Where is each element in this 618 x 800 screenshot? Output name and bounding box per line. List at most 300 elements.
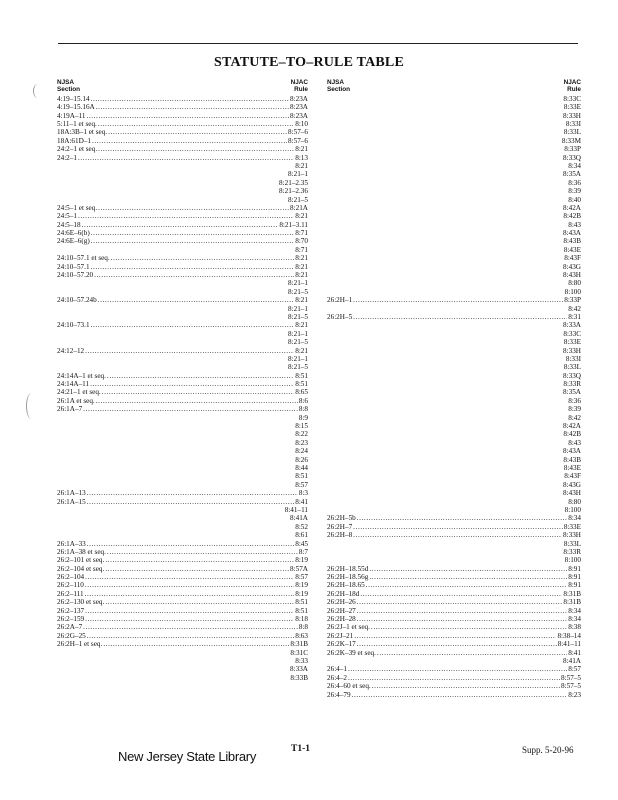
dot-leader — [92, 137, 287, 145]
table-row — [57, 607, 308, 615]
table-row — [327, 120, 581, 128]
dot-leader — [91, 229, 294, 237]
table-row — [327, 212, 581, 220]
table-row — [327, 682, 581, 690]
rule-citation: 8:57 — [568, 665, 581, 674]
header-rule: Rule — [294, 86, 308, 94]
row-spacer — [57, 246, 295, 254]
row-spacer — [57, 170, 288, 178]
dot-leader — [371, 623, 567, 631]
statute-section: 18A:3B–1 et seq. — [57, 128, 108, 137]
rule-citation: 8:33 — [295, 656, 308, 665]
rule-citation: 8:21 — [295, 296, 308, 305]
statute-section: 26:2–137 — [57, 606, 85, 615]
table-row — [57, 439, 308, 447]
rule-citation: 8:33Q — [563, 153, 581, 162]
table-row — [327, 128, 581, 136]
rule-citation: 8:43E — [563, 464, 581, 472]
table-row — [327, 246, 581, 254]
row-spacer — [327, 657, 563, 665]
table-row — [327, 649, 581, 657]
dot-leader — [85, 573, 294, 581]
rule-citation: 8:41A — [563, 656, 581, 665]
table-row — [327, 414, 581, 422]
rule-citation: 8:33B — [290, 673, 308, 682]
table-row — [57, 321, 308, 329]
row-spacer — [327, 397, 568, 405]
dot-leader — [87, 632, 294, 640]
rule-citation: 8:33C — [563, 94, 581, 103]
table-row — [57, 573, 308, 581]
table-row — [57, 338, 308, 346]
row-spacer — [57, 472, 295, 480]
row-spacer — [327, 279, 568, 287]
rule-citation: 8:80 — [568, 279, 581, 288]
dot-leader — [85, 615, 294, 623]
rule-citation: 8:31C — [290, 648, 308, 657]
rule-citation: 8:9 — [298, 413, 308, 422]
table-row — [57, 263, 308, 271]
table-row — [327, 162, 581, 170]
row-spacer — [327, 103, 564, 111]
row-spacer — [57, 456, 295, 464]
left-table-rows — [57, 95, 308, 682]
statute-section: 26:2H–18.55d — [327, 564, 369, 573]
dot-leader — [369, 565, 567, 573]
statute-section: 4:19A–11 — [57, 111, 86, 120]
rule-citation: 8:33L — [563, 128, 581, 137]
rule-citation: 8:31B — [290, 640, 308, 649]
rule-citation: 8:91 — [568, 564, 581, 573]
rule-citation: 8:31 — [568, 312, 581, 321]
statute-section: 26:2H–18.56g — [327, 573, 369, 582]
table-row — [327, 170, 581, 178]
table-row — [327, 179, 581, 187]
statute-section: 24:21–1 et seq. — [57, 388, 101, 397]
table-row — [327, 674, 581, 682]
table-row — [57, 447, 308, 455]
dot-leader — [357, 514, 567, 522]
row-spacer — [327, 112, 563, 120]
dot-leader — [82, 221, 279, 229]
table-row — [57, 221, 308, 229]
rule-citation: 8:21–3.11 — [279, 220, 308, 229]
table-row — [327, 380, 581, 388]
table-row — [57, 120, 308, 128]
rule-citation: 8:33C — [563, 329, 581, 338]
rule-citation: 8:51 — [295, 598, 308, 607]
row-spacer — [57, 649, 290, 657]
table-row — [57, 489, 308, 497]
table-row — [327, 338, 581, 346]
rule-citation: 8:38 — [568, 623, 581, 632]
rule-citation: 8:34 — [568, 615, 581, 624]
table-row — [327, 137, 581, 145]
dot-leader — [103, 640, 289, 648]
right-column-header — [327, 79, 581, 94]
statute-section: 26:1A et seq. — [57, 396, 95, 405]
statute-section: 24:5–18 — [57, 220, 81, 229]
rule-citation: 8:8 — [298, 405, 308, 414]
dot-leader — [85, 607, 294, 615]
rule-citation: 8:33I — [565, 119, 581, 128]
table-row — [57, 246, 308, 254]
statute-section: 24:5–1 — [57, 212, 77, 221]
table-row — [57, 145, 308, 153]
table-row — [57, 187, 308, 195]
row-spacer — [327, 498, 568, 506]
table-row — [327, 565, 581, 573]
row-spacer — [57, 523, 295, 531]
table-row — [327, 271, 581, 279]
statute-section: 24:10–57.20 — [57, 271, 94, 280]
statute-section: 26:4–60 et seq. — [327, 682, 371, 691]
table-row — [327, 154, 581, 162]
table-row — [57, 506, 308, 514]
rule-citation: 8:41–11 — [284, 505, 308, 514]
table-row — [57, 422, 308, 430]
statute-section: 4:19–15.14 — [57, 94, 90, 103]
rule-citation: 8:33A — [563, 321, 581, 330]
table-row — [57, 313, 308, 321]
dot-leader — [91, 321, 295, 329]
rule-citation: 8:91 — [568, 573, 581, 582]
rule-citation: 8:23A — [290, 103, 308, 112]
rule-citation: 8:33E — [563, 103, 581, 112]
rule-citation: 8:19 — [295, 556, 308, 565]
rule-citation: 8:43G — [563, 480, 581, 489]
row-spacer — [327, 548, 563, 556]
row-spacer — [57, 313, 288, 321]
row-spacer — [57, 665, 290, 673]
dot-leader — [85, 590, 295, 598]
statute-section: 24:5–1 et seq. — [57, 203, 98, 212]
table-row — [57, 271, 308, 279]
rule-citation: 8:23A — [290, 111, 308, 120]
table-row — [327, 691, 581, 699]
row-spacer — [327, 271, 563, 279]
rule-citation: 8:34 — [568, 161, 581, 170]
rule-citation: 8:3 — [298, 489, 308, 498]
row-spacer — [327, 556, 565, 564]
statute-section: 26:4–1 — [327, 665, 347, 674]
table-row — [57, 212, 308, 220]
table-row — [327, 330, 581, 338]
table-row — [327, 422, 581, 430]
row-spacer — [57, 279, 288, 287]
statute-section: 26:2H–27 — [327, 606, 356, 615]
row-spacer — [327, 179, 568, 187]
statute-section: 26:4–2 — [327, 673, 347, 682]
table-row — [327, 598, 581, 606]
rule-citation: 8:31B — [563, 589, 581, 598]
rule-citation: 8:7 — [298, 547, 308, 556]
statute-section: 26:2–104 et seq. — [57, 564, 105, 573]
dot-leader — [352, 691, 568, 699]
table-row — [57, 472, 308, 480]
table-row — [57, 430, 308, 438]
row-spacer — [327, 145, 564, 153]
row-spacer — [327, 430, 563, 438]
rule-citation: 8:57–5 — [561, 673, 581, 682]
page-number: T1-1 — [291, 744, 310, 754]
row-spacer — [327, 321, 563, 329]
table-row — [57, 556, 308, 564]
row-spacer — [327, 414, 568, 422]
table-row — [57, 464, 308, 472]
row-spacer — [327, 472, 564, 480]
rule-citation: 8:21 — [295, 161, 308, 170]
statute-section: 26:2H–5b — [327, 514, 356, 523]
row-spacer — [57, 305, 288, 313]
table-row — [57, 279, 308, 287]
dot-leader — [377, 649, 567, 657]
dot-leader — [96, 397, 298, 405]
rule-citation: 8:42 — [568, 413, 581, 422]
rule-citation: 8:71 — [295, 245, 308, 254]
table-row — [57, 170, 308, 178]
rule-citation: 8:24 — [295, 447, 308, 456]
table-row — [327, 221, 581, 229]
row-spacer — [327, 372, 563, 380]
table-row — [57, 640, 308, 648]
statute-section: 26:2G–25 — [57, 631, 86, 640]
rule-citation: 8:33E — [563, 338, 581, 347]
table-row — [327, 305, 581, 313]
rule-citation: 8:33A — [290, 665, 308, 674]
dot-leader — [108, 128, 287, 136]
table-row — [327, 523, 581, 531]
rule-citation: 8:43G — [563, 262, 581, 271]
statute-section: 4:19–15.16A — [57, 103, 95, 112]
statute-section: 24:10–73.1 — [57, 321, 90, 330]
row-spacer — [327, 187, 568, 195]
left-column — [57, 79, 308, 682]
table-row — [57, 355, 308, 363]
rule-citation: 8:43F — [564, 472, 581, 481]
statute-section: 26:2H–5 — [327, 312, 353, 321]
rule-citation: 8:33E — [563, 522, 581, 531]
table-row — [57, 590, 308, 598]
row-spacer — [57, 674, 290, 682]
rule-citation: 8:33P — [564, 145, 581, 154]
dot-leader — [83, 623, 298, 631]
table-row — [327, 237, 581, 245]
row-spacer — [57, 447, 295, 455]
dot-leader — [353, 523, 563, 531]
rule-citation: 8:21 — [295, 254, 308, 263]
table-row — [57, 523, 308, 531]
table-row — [327, 540, 581, 548]
dot-leader — [366, 581, 567, 589]
row-spacer — [327, 481, 563, 489]
right-header-statute — [327, 79, 350, 94]
rule-citation: 8:40 — [568, 195, 581, 204]
row-spacer — [327, 204, 563, 212]
rule-citation: 8:51 — [295, 472, 308, 481]
rule-citation: 8:71 — [295, 229, 308, 238]
table-row — [57, 481, 308, 489]
row-spacer — [57, 657, 295, 665]
rule-citation: 8:45 — [295, 539, 308, 548]
rule-citation: 8:33H — [563, 531, 581, 540]
table-row — [327, 665, 581, 673]
table-row — [57, 229, 308, 237]
table-row — [57, 405, 308, 413]
dot-leader — [98, 296, 294, 304]
left-column-header — [57, 79, 308, 94]
rule-citation: 8:41 — [295, 497, 308, 506]
dot-leader — [353, 531, 562, 539]
dot-leader — [90, 380, 294, 388]
rule-citation: 8:44 — [295, 464, 308, 472]
table-row — [57, 154, 308, 162]
dot-leader — [102, 388, 295, 396]
table-row — [57, 372, 308, 380]
table-row — [57, 498, 308, 506]
dot-leader — [357, 640, 557, 648]
rule-citation: 8:43H — [563, 271, 581, 280]
table-row — [57, 204, 308, 212]
table-row — [57, 531, 308, 539]
table-row — [327, 489, 581, 497]
table-row — [57, 137, 308, 145]
statute-section: 24:2–1 — [57, 153, 77, 162]
row-spacer — [327, 464, 564, 472]
statute-section: 26:2H–7 — [327, 522, 353, 531]
rule-citation: 8:33P — [564, 296, 581, 305]
dot-leader — [91, 263, 295, 271]
statute-section: 18A:61D–1 — [57, 136, 91, 145]
table-row — [327, 296, 581, 304]
dot-leader — [83, 405, 298, 413]
table-row — [327, 204, 581, 212]
rule-citation: 8:43H — [563, 489, 581, 498]
row-spacer — [327, 229, 563, 237]
dot-leader — [87, 498, 294, 506]
table-row — [327, 640, 581, 648]
row-spacer — [57, 506, 285, 514]
table-row — [327, 632, 581, 640]
library-stamp: New Jersey State Library — [118, 749, 257, 764]
rule-citation: 8:21–5 — [288, 287, 308, 296]
rule-citation: 8:6 — [298, 396, 308, 405]
rule-citation: 8:65 — [295, 388, 308, 397]
rule-citation: 8:19 — [295, 589, 308, 598]
rule-citation: 8:33R — [563, 380, 581, 389]
rule-citation: 8:21 — [295, 321, 308, 330]
row-spacer — [57, 439, 295, 447]
row-spacer — [327, 347, 563, 355]
row-spacer — [327, 447, 563, 455]
dot-leader — [357, 607, 567, 615]
table-row — [327, 573, 581, 581]
table-row — [327, 229, 581, 237]
rule-citation: 8:21–1 — [288, 354, 308, 363]
table-row — [327, 481, 581, 489]
table-row — [57, 397, 308, 405]
rule-citation: 8:43A — [563, 447, 581, 456]
rule-citation: 8:33M — [561, 136, 581, 145]
statute-section: 26:2K–39 et seq. — [327, 648, 376, 657]
row-spacer — [327, 254, 564, 262]
dot-leader — [348, 674, 560, 682]
rule-citation: 8:43B — [563, 237, 581, 246]
header-njsa: NJSA — [327, 79, 345, 86]
dot-leader — [98, 145, 294, 153]
rule-citation: 8:35A — [563, 170, 581, 179]
rule-citation: 8:21–1 — [288, 304, 308, 313]
rule-citation: 8:38–14 — [557, 631, 581, 640]
rule-citation: 8:57–6 — [288, 128, 308, 137]
statute-section: 26:2H–26 — [327, 598, 356, 607]
row-spacer — [327, 288, 565, 296]
row-spacer — [327, 422, 563, 430]
dot-leader — [78, 154, 294, 162]
row-spacer — [57, 196, 288, 204]
dot-leader — [91, 95, 289, 103]
table-row — [327, 95, 581, 103]
row-spacer — [327, 540, 564, 548]
statute-section: 24:2–1 et seq. — [57, 145, 98, 154]
margin-mark — [26, 393, 37, 419]
row-spacer — [57, 464, 295, 472]
dot-leader — [105, 598, 294, 606]
rule-citation: 8:21 — [295, 271, 308, 280]
rule-citation: 8:41 — [568, 648, 581, 657]
statute-section: 26:2H–1 — [327, 296, 353, 305]
statute-section: 26:2J–1 et seq. — [327, 623, 370, 632]
table-row — [327, 615, 581, 623]
rule-citation: 8:100 — [564, 287, 581, 296]
rule-citation: 8:36 — [568, 178, 581, 187]
table-row — [57, 162, 308, 170]
statute-section: 26:2H–1 et seq. — [57, 640, 103, 649]
header-njac: NJAC — [563, 79, 581, 86]
statute-section: 26:2–104 — [57, 573, 85, 582]
row-spacer — [57, 330, 288, 338]
table-row — [327, 288, 581, 296]
table-row — [57, 179, 308, 187]
table-row — [327, 254, 581, 262]
table-row — [57, 581, 308, 589]
dot-leader — [105, 556, 294, 564]
rule-citation: 8:8 — [298, 623, 308, 632]
row-spacer — [327, 154, 563, 162]
rule-citation: 8:21 — [295, 262, 308, 271]
row-spacer — [327, 506, 565, 514]
rule-citation: 8:43A — [563, 229, 581, 238]
table-row — [57, 363, 308, 371]
rule-citation: 8:33L — [563, 363, 581, 372]
statute-section: 26:2H–18.65 — [327, 581, 365, 590]
row-spacer — [327, 162, 568, 170]
rule-citation: 8:21A — [290, 203, 308, 212]
dot-leader — [85, 347, 294, 355]
rule-citation: 8:21 — [295, 346, 308, 355]
rule-citation: 8:41–11 — [557, 640, 581, 649]
dot-leader — [107, 372, 294, 380]
dot-leader — [354, 632, 556, 640]
dot-leader — [369, 573, 567, 581]
statute-section: 24:10–57.24b — [57, 296, 97, 305]
rule-citation: 8:33R — [563, 547, 581, 556]
row-spacer — [57, 514, 290, 522]
row-spacer — [57, 162, 295, 170]
table-row — [327, 388, 581, 396]
row-spacer — [327, 330, 563, 338]
statute-section: 26:2J–21 — [327, 631, 354, 640]
